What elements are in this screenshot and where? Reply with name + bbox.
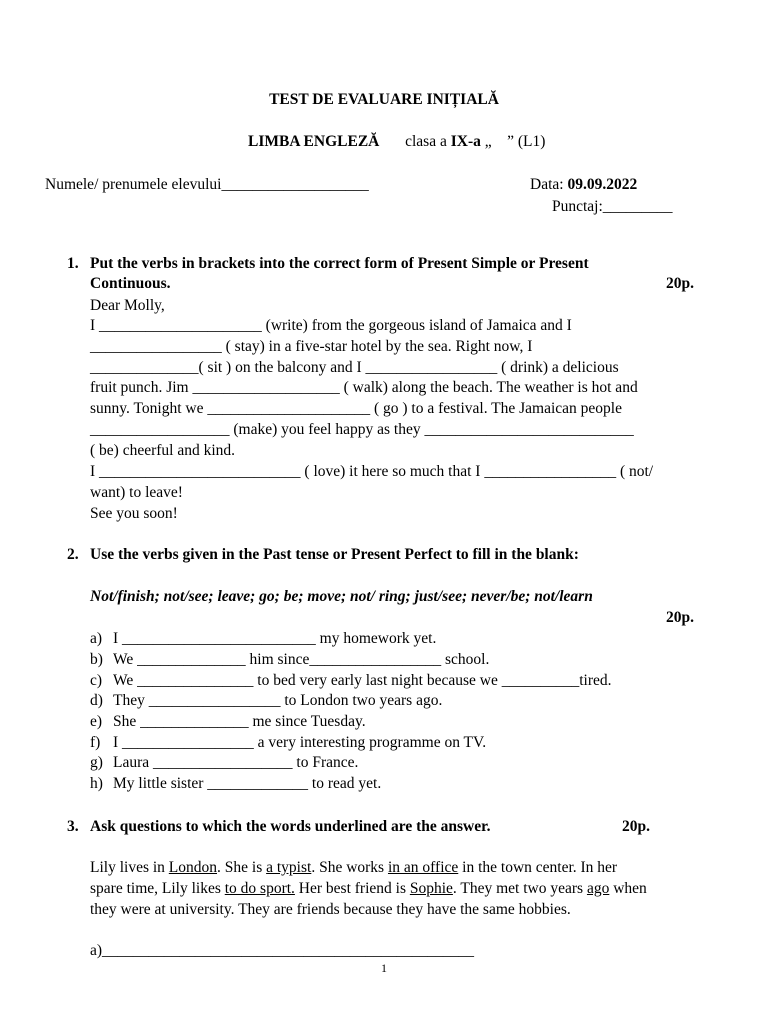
- ex1-line: ( be) cheerful and kind.: [90, 442, 236, 459]
- ex3-underlined-answer: in an office: [387, 859, 459, 876]
- ex2-item-text: I _________________ a very interesting programme on TV.: [113, 734, 487, 751]
- ex3-underlined-answer: Sophie: [409, 880, 453, 897]
- ex2-verb-list: Not/finish; not/see; leave; go; be; move; not/ ring; just/see; never/be; not/learn: [90, 588, 593, 605]
- ex3-underlined-answer: London: [168, 859, 218, 876]
- ex1-line: __________________ (make) you feel happy as they ___________________________: [90, 421, 634, 438]
- ex2-item-label: h): [90, 775, 103, 792]
- ex3-number: 3.: [67, 818, 79, 835]
- ex2-item-label: d): [90, 692, 103, 709]
- class-text: clasa a: [405, 133, 447, 150]
- ex3-instruction: Ask questions to which the words underlined are the answer.: [90, 818, 491, 835]
- ex2-item-text: She ______________ me since Tuesday.: [113, 713, 366, 730]
- ex3-underlined-answer: ago: [586, 880, 610, 897]
- ex3-answer-line-a: a)________________________________________________: [90, 942, 475, 959]
- ex1-line: sunny. Tonight we _____________________ ( go ) to a festival. The Jamaican people: [90, 400, 622, 417]
- ex3-underlined-answer: a typist: [266, 859, 312, 876]
- ex3-text: when: [609, 880, 647, 897]
- ex2-item-label: b): [90, 651, 103, 668]
- ex2-item-text: We ______________ him since_________________ school.: [113, 651, 490, 668]
- ex1-line: ______________( sit ) on the balcony and I _________________ ( drink) a delicious: [90, 359, 619, 376]
- ex1-line: Dear Molly,: [90, 297, 165, 314]
- date-label: Data:: [530, 176, 568, 193]
- ex3-points: 20p.: [622, 818, 650, 835]
- ex2-instruction: Use the verbs given in the Past tense or Present Perfect to fill in the blank:: [90, 546, 579, 563]
- ex2-item-text: I _________________________ my homework yet.: [113, 630, 437, 647]
- ex2-item-text: My little sister _____________ to read yet.: [113, 775, 382, 792]
- ex1-line: _________________ ( stay) in a five-star hotel by the sea. Right now, I: [90, 338, 533, 355]
- ex2-item-label: c): [90, 672, 103, 689]
- ex3-text: in the town center. In her: [458, 859, 618, 876]
- ex2-item-text: Laura __________________ to France.: [113, 754, 359, 771]
- date-line: [530, 175, 637, 195]
- ex2-item-label: g): [90, 754, 103, 771]
- ex3-text: . She is: [217, 859, 267, 876]
- ex1-number: 1.: [67, 255, 79, 272]
- ex1-points: 20p.: [666, 275, 694, 292]
- ex1-line: fruit punch. Jim ___________________ ( walk) along the beach. The weather is hot and: [90, 379, 638, 396]
- ex1-line: I _____________________ (write) from the gorgeous island of Jamaica and I: [90, 317, 572, 334]
- ex3-text: Her best friend is: [294, 880, 410, 897]
- ex1-instruction-line2: Continuous.: [90, 275, 171, 292]
- ex2-points: 20p.: [666, 609, 694, 626]
- ex1-line: See you soon!: [90, 505, 178, 522]
- class-rest: „ ” (L1): [480, 133, 546, 150]
- score-field: Punctaj:_________: [552, 198, 673, 215]
- page-title: TEST DE EVALUARE INIȚIALĂ: [269, 91, 499, 108]
- ex2-item-label: e): [90, 713, 103, 730]
- ex2-number: 2.: [67, 546, 79, 563]
- ex1-line: want) to leave!: [90, 484, 183, 501]
- date-value: 09.09.2022: [567, 176, 638, 193]
- ex2-item-text: They _________________ to London two years ago.: [113, 692, 443, 709]
- page-number: 1: [381, 961, 387, 975]
- ex3-text-line1: [90, 858, 617, 878]
- ex3-text: spare time, Lily likes: [90, 880, 225, 897]
- ex3-text-line3: they were at university. They are friends because they have the same hobbies.: [90, 901, 571, 918]
- ex3-text: . They met two years: [452, 880, 587, 897]
- student-name-field: Numele/ prenumele elevului___________________: [45, 176, 369, 193]
- ex3-underlined-answer: to do sport.: [224, 880, 295, 897]
- class-value: IX-a: [450, 133, 481, 150]
- ex3-text-line2: [90, 879, 647, 899]
- ex2-item-label: f): [90, 734, 101, 751]
- subject-line: [248, 132, 545, 152]
- ex3-text: Lily lives in: [90, 859, 169, 876]
- ex1-instruction-line1: Put the verbs in brackets into the correct form of Present Simple or Present: [90, 255, 589, 272]
- ex3-text: . She works: [311, 859, 388, 876]
- ex2-item-text: We _______________ to bed very early last night because we __________tired.: [113, 672, 612, 689]
- subject: LIMBA ENGLEZĂ: [248, 133, 380, 150]
- ex2-item-label: a): [90, 630, 103, 647]
- ex1-line: I __________________________ ( love) it here so much that I _________________ ( not/: [90, 463, 654, 480]
